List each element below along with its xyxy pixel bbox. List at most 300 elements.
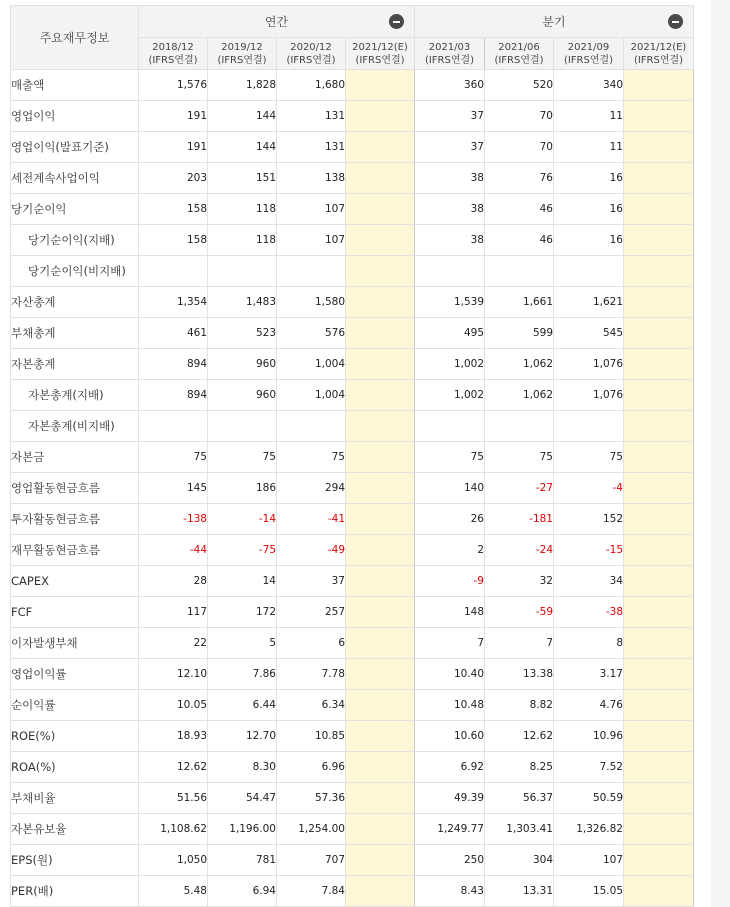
value-cell: -4 — [554, 473, 624, 504]
table-row — [11, 225, 694, 256]
row-label: 세전계속사업이익 — [11, 163, 139, 194]
period-basis: (IFRS연결) — [355, 54, 405, 66]
value-cell: 34 — [554, 566, 624, 597]
row-label: 매출액 — [11, 70, 139, 101]
value-cell: 8.43 — [415, 876, 485, 907]
row-label: ROA(%) — [11, 752, 139, 783]
estimate-cell — [346, 101, 415, 132]
estimate-cell — [624, 845, 694, 876]
value-cell: 37 — [415, 132, 485, 163]
value-cell: 1,002 — [415, 380, 485, 411]
row-label: 당기순이익(지배) — [11, 225, 139, 256]
estimate-cell — [624, 70, 694, 101]
value-cell: 10.48 — [415, 690, 485, 721]
table-row — [11, 659, 694, 690]
value-cell: 6.92 — [415, 752, 485, 783]
estimate-cell — [346, 597, 415, 628]
value-cell: 144 — [208, 132, 277, 163]
value-cell: 38 — [415, 225, 485, 256]
estimate-cell — [346, 287, 415, 318]
estimate-cell — [624, 566, 694, 597]
value-cell: 38 — [415, 163, 485, 194]
value-cell: 26 — [415, 504, 485, 535]
period-basis: (IFRS연결) — [148, 54, 198, 66]
corner-header: 주요재무정보 — [11, 6, 139, 70]
value-cell: 1,580 — [277, 287, 346, 318]
annual-label: 연간 — [264, 15, 289, 29]
value-cell — [415, 256, 485, 287]
value-cell — [415, 411, 485, 442]
value-cell: 15.05 — [554, 876, 624, 907]
value-cell: 16 — [554, 225, 624, 256]
estimate-cell — [346, 659, 415, 690]
value-cell: 152 — [554, 504, 624, 535]
value-cell: 148 — [415, 597, 485, 628]
value-cell: 145 — [139, 473, 208, 504]
value-cell: 70 — [485, 132, 554, 163]
row-label: 영업활동현금흐름 — [11, 473, 139, 504]
value-cell: 294 — [277, 473, 346, 504]
estimate-cell — [346, 566, 415, 597]
table-row — [11, 845, 694, 876]
value-cell: 7 — [415, 628, 485, 659]
estimate-cell — [624, 721, 694, 752]
period-header — [208, 38, 277, 70]
value-cell — [139, 256, 208, 287]
value-cell: 7.86 — [208, 659, 277, 690]
table-row — [11, 349, 694, 380]
period-header — [415, 38, 485, 70]
estimate-cell — [346, 473, 415, 504]
value-cell: 1,050 — [139, 845, 208, 876]
value-cell: 49.39 — [415, 783, 485, 814]
value-cell: 75 — [554, 442, 624, 473]
row-label: 이자발생부채 — [11, 628, 139, 659]
value-cell — [277, 411, 346, 442]
value-cell: 6.44 — [208, 690, 277, 721]
value-cell: 12.70 — [208, 721, 277, 752]
period-date: 2021/09 — [567, 41, 610, 53]
value-cell: 6.94 — [208, 876, 277, 907]
value-cell: 13.38 — [485, 659, 554, 690]
period-basis: (IFRS연결) — [563, 54, 614, 66]
quarter-group-header — [415, 6, 694, 38]
value-cell: 5.48 — [139, 876, 208, 907]
table-row — [11, 721, 694, 752]
value-cell: 13.31 — [485, 876, 554, 907]
value-cell: 1,002 — [415, 349, 485, 380]
value-cell: 11 — [554, 132, 624, 163]
table-row — [11, 411, 694, 442]
value-cell: 6 — [277, 628, 346, 659]
value-cell: 1,004 — [277, 380, 346, 411]
table-row — [11, 256, 694, 287]
value-cell: 191 — [139, 101, 208, 132]
value-cell: 1,004 — [277, 349, 346, 380]
value-cell: 32 — [485, 566, 554, 597]
table-row — [11, 380, 694, 411]
estimate-cell — [624, 194, 694, 225]
estimate-cell — [624, 752, 694, 783]
estimate-cell — [624, 163, 694, 194]
value-cell: 57.36 — [277, 783, 346, 814]
quarter-label: 분기 — [542, 15, 566, 29]
value-cell: 11 — [554, 101, 624, 132]
value-cell: 1,483 — [208, 287, 277, 318]
value-cell — [485, 411, 554, 442]
value-cell: 7 — [485, 628, 554, 659]
estimate-cell — [624, 349, 694, 380]
value-cell: 257 — [277, 597, 346, 628]
estimate-cell — [346, 411, 415, 442]
row-label: FCF — [11, 597, 139, 628]
value-cell: 1,354 — [139, 287, 208, 318]
table-row — [11, 566, 694, 597]
estimate-cell — [624, 876, 694, 907]
minus-circle-icon[interactable] — [389, 14, 404, 29]
value-cell: 10.85 — [277, 721, 346, 752]
row-label: 자본금 — [11, 442, 139, 473]
value-cell: 158 — [139, 194, 208, 225]
value-cell: 107 — [277, 194, 346, 225]
estimate-cell — [346, 194, 415, 225]
table-row — [11, 473, 694, 504]
value-cell: 12.62 — [139, 752, 208, 783]
row-label: 영업이익 — [11, 101, 139, 132]
value-cell: 56.37 — [485, 783, 554, 814]
table-row — [11, 876, 694, 907]
table-body — [11, 70, 694, 907]
value-cell: 138 — [277, 163, 346, 194]
period-basis: (IFRS연결) — [217, 54, 267, 66]
estimate-cell — [624, 597, 694, 628]
estimate-cell — [624, 659, 694, 690]
estimate-cell — [624, 225, 694, 256]
table-row — [11, 504, 694, 535]
value-cell: 118 — [208, 194, 277, 225]
table-row — [11, 101, 694, 132]
estimate-cell — [346, 256, 415, 287]
value-cell: 118 — [208, 225, 277, 256]
value-cell: 1,108.62 — [139, 814, 208, 845]
estimate-cell — [624, 535, 694, 566]
value-cell: 8.82 — [485, 690, 554, 721]
value-cell: -41 — [277, 504, 346, 535]
value-cell: 37 — [277, 566, 346, 597]
value-cell: 75 — [415, 442, 485, 473]
period-basis: (IFRS연결) — [424, 54, 475, 66]
value-cell: 16 — [554, 194, 624, 225]
value-cell: 75 — [485, 442, 554, 473]
period-basis: (IFRS연결) — [633, 54, 684, 66]
value-cell: 22 — [139, 628, 208, 659]
value-cell: 140 — [415, 473, 485, 504]
row-label: ROE(%) — [11, 721, 139, 752]
row-label: 자산총계 — [11, 287, 139, 318]
estimate-cell — [624, 256, 694, 287]
value-cell — [139, 411, 208, 442]
estimate-cell — [624, 814, 694, 845]
estimate-cell — [624, 690, 694, 721]
row-label: 재무활동현금흐름 — [11, 535, 139, 566]
period-basis: (IFRS연결) — [494, 54, 544, 66]
value-cell: 14 — [208, 566, 277, 597]
estimate-cell — [624, 101, 694, 132]
value-cell: 75 — [277, 442, 346, 473]
estimate-cell — [346, 721, 415, 752]
value-cell: 37 — [415, 101, 485, 132]
row-label: EPS(원) — [11, 845, 139, 876]
period-date: 2018/12 — [152, 41, 194, 53]
value-cell: 1,062 — [485, 380, 554, 411]
table-row — [11, 535, 694, 566]
value-cell: 1,062 — [485, 349, 554, 380]
value-cell: 50.59 — [554, 783, 624, 814]
estimate-cell — [346, 504, 415, 535]
value-cell: 51.56 — [139, 783, 208, 814]
row-label: 자본총계 — [11, 349, 139, 380]
value-cell: 495 — [415, 318, 485, 349]
value-cell: 1,196.00 — [208, 814, 277, 845]
value-cell: 5 — [208, 628, 277, 659]
value-cell: 18.93 — [139, 721, 208, 752]
period-header — [554, 38, 624, 70]
value-cell: -38 — [554, 597, 624, 628]
value-cell: 6.96 — [277, 752, 346, 783]
value-cell: 1,576 — [139, 70, 208, 101]
value-cell: 46 — [485, 194, 554, 225]
value-cell: 75 — [139, 442, 208, 473]
row-label: 부채비율 — [11, 783, 139, 814]
value-cell: 70 — [485, 101, 554, 132]
value-cell: 1,828 — [208, 70, 277, 101]
table-row — [11, 163, 694, 194]
estimate-cell — [346, 690, 415, 721]
value-cell — [208, 411, 277, 442]
value-cell: 10.96 — [554, 721, 624, 752]
value-cell: 131 — [277, 101, 346, 132]
value-cell: -181 — [485, 504, 554, 535]
value-cell: 576 — [277, 318, 346, 349]
estimate-cell — [346, 132, 415, 163]
table-row — [11, 132, 694, 163]
value-cell: 1,076 — [554, 349, 624, 380]
value-cell — [277, 256, 346, 287]
estimate-cell — [346, 814, 415, 845]
value-cell: 12.62 — [485, 721, 554, 752]
value-cell: -9 — [415, 566, 485, 597]
value-cell: 191 — [139, 132, 208, 163]
value-cell: 1,539 — [415, 287, 485, 318]
value-cell: -49 — [277, 535, 346, 566]
value-cell: 10.40 — [415, 659, 485, 690]
value-cell: -138 — [139, 504, 208, 535]
value-cell: -24 — [485, 535, 554, 566]
estimate-cell — [346, 876, 415, 907]
period-date: 2021/06 — [498, 41, 540, 53]
value-cell: 2 — [415, 535, 485, 566]
value-cell: 4.76 — [554, 690, 624, 721]
value-cell: 117 — [139, 597, 208, 628]
value-cell — [485, 256, 554, 287]
value-cell: 54.47 — [208, 783, 277, 814]
value-cell: 8.30 — [208, 752, 277, 783]
row-label: 자본유보율 — [11, 814, 139, 845]
row-label: CAPEX — [11, 566, 139, 597]
estimate-cell — [346, 752, 415, 783]
estimate-cell — [624, 628, 694, 659]
value-cell: 7.78 — [277, 659, 346, 690]
value-cell: 894 — [139, 349, 208, 380]
estimate-cell — [346, 628, 415, 659]
value-cell: 304 — [485, 845, 554, 876]
table-row — [11, 70, 694, 101]
value-cell: 1,680 — [277, 70, 346, 101]
value-cell: -59 — [485, 597, 554, 628]
value-cell: 1,303.41 — [485, 814, 554, 845]
table-row — [11, 194, 694, 225]
value-cell: 1,621 — [554, 287, 624, 318]
value-cell: 8 — [554, 628, 624, 659]
period-header — [624, 38, 694, 70]
estimate-cell — [346, 845, 415, 876]
value-cell: 523 — [208, 318, 277, 349]
value-cell: 10.60 — [415, 721, 485, 752]
estimate-cell — [346, 535, 415, 566]
value-cell: 6.34 — [277, 690, 346, 721]
row-label: PER(배) — [11, 876, 139, 907]
estimate-cell — [346, 70, 415, 101]
value-cell: 7.52 — [554, 752, 624, 783]
value-cell: 1,249.77 — [415, 814, 485, 845]
value-cell: 12.10 — [139, 659, 208, 690]
period-header — [485, 38, 554, 70]
value-cell: 960 — [208, 380, 277, 411]
value-cell: 28 — [139, 566, 208, 597]
table-row — [11, 318, 694, 349]
value-cell: 8.25 — [485, 752, 554, 783]
value-cell: 186 — [208, 473, 277, 504]
table-row — [11, 442, 694, 473]
estimate-cell — [346, 380, 415, 411]
value-cell: 960 — [208, 349, 277, 380]
estimate-cell — [624, 411, 694, 442]
period-date: 2021/12(E) — [630, 41, 687, 53]
value-cell: 151 — [208, 163, 277, 194]
value-cell: 76 — [485, 163, 554, 194]
value-cell: 131 — [277, 132, 346, 163]
value-cell: 172 — [208, 597, 277, 628]
value-cell: 894 — [139, 380, 208, 411]
row-label: 투자활동현금흐름 — [11, 504, 139, 535]
value-cell: 1,076 — [554, 380, 624, 411]
row-label: 영업이익률 — [11, 659, 139, 690]
value-cell: 46 — [485, 225, 554, 256]
value-cell — [554, 256, 624, 287]
value-cell: 16 — [554, 163, 624, 194]
value-cell: 10.05 — [139, 690, 208, 721]
value-cell: 599 — [485, 318, 554, 349]
value-cell: 461 — [139, 318, 208, 349]
value-cell: -14 — [208, 504, 277, 535]
period-header — [277, 38, 346, 70]
table-row — [11, 752, 694, 783]
value-cell: 158 — [139, 225, 208, 256]
value-cell: 1,326.82 — [554, 814, 624, 845]
estimate-cell — [624, 504, 694, 535]
value-cell: 203 — [139, 163, 208, 194]
estimate-cell — [624, 380, 694, 411]
period-date: 2021/03 — [428, 41, 471, 53]
table-row — [11, 783, 694, 814]
estimate-cell — [346, 318, 415, 349]
estimate-cell — [346, 783, 415, 814]
estimate-cell — [624, 442, 694, 473]
period-date: 2020/12 — [290, 41, 332, 53]
row-label: 자본총계(지배) — [11, 380, 139, 411]
row-label: 당기순이익 — [11, 194, 139, 225]
value-cell: -27 — [485, 473, 554, 504]
estimate-cell — [346, 442, 415, 473]
row-label: 순이익률 — [11, 690, 139, 721]
period-date: 2021/12(E) — [352, 41, 408, 53]
table-row — [11, 628, 694, 659]
value-cell: 107 — [554, 845, 624, 876]
estimate-cell — [624, 287, 694, 318]
row-label: 자본총계(비지배) — [11, 411, 139, 442]
row-label: 당기순이익(비지배) — [11, 256, 139, 287]
annual-group-header — [139, 6, 415, 38]
row-label: 부채총계 — [11, 318, 139, 349]
period-date: 2019/12 — [221, 41, 263, 53]
value-cell: 144 — [208, 101, 277, 132]
value-cell: -15 — [554, 535, 624, 566]
row-label: 영업이익(발표기준) — [11, 132, 139, 163]
value-cell: 520 — [485, 70, 554, 101]
value-cell: 781 — [208, 845, 277, 876]
period-header — [346, 38, 415, 70]
value-cell: 707 — [277, 845, 346, 876]
table-row — [11, 814, 694, 845]
value-cell: -44 — [139, 535, 208, 566]
value-cell: 340 — [554, 70, 624, 101]
value-cell — [208, 256, 277, 287]
value-cell: 1,661 — [485, 287, 554, 318]
estimate-cell — [346, 349, 415, 380]
scrollbar-track[interactable] — [711, 0, 730, 907]
financial-summary-table — [10, 5, 694, 907]
value-cell — [554, 411, 624, 442]
estimate-cell — [346, 163, 415, 194]
table-row — [11, 287, 694, 318]
value-cell: 545 — [554, 318, 624, 349]
table-row — [11, 690, 694, 721]
estimate-cell — [624, 318, 694, 349]
minus-circle-icon[interactable] — [668, 14, 683, 29]
value-cell: 7.84 — [277, 876, 346, 907]
estimate-cell — [624, 473, 694, 504]
table-row — [11, 597, 694, 628]
value-cell: 75 — [208, 442, 277, 473]
value-cell: 107 — [277, 225, 346, 256]
value-cell: 360 — [415, 70, 485, 101]
value-cell: 38 — [415, 194, 485, 225]
period-header — [139, 38, 208, 70]
estimate-cell — [624, 132, 694, 163]
value-cell: -75 — [208, 535, 277, 566]
value-cell: 250 — [415, 845, 485, 876]
estimate-cell — [346, 225, 415, 256]
